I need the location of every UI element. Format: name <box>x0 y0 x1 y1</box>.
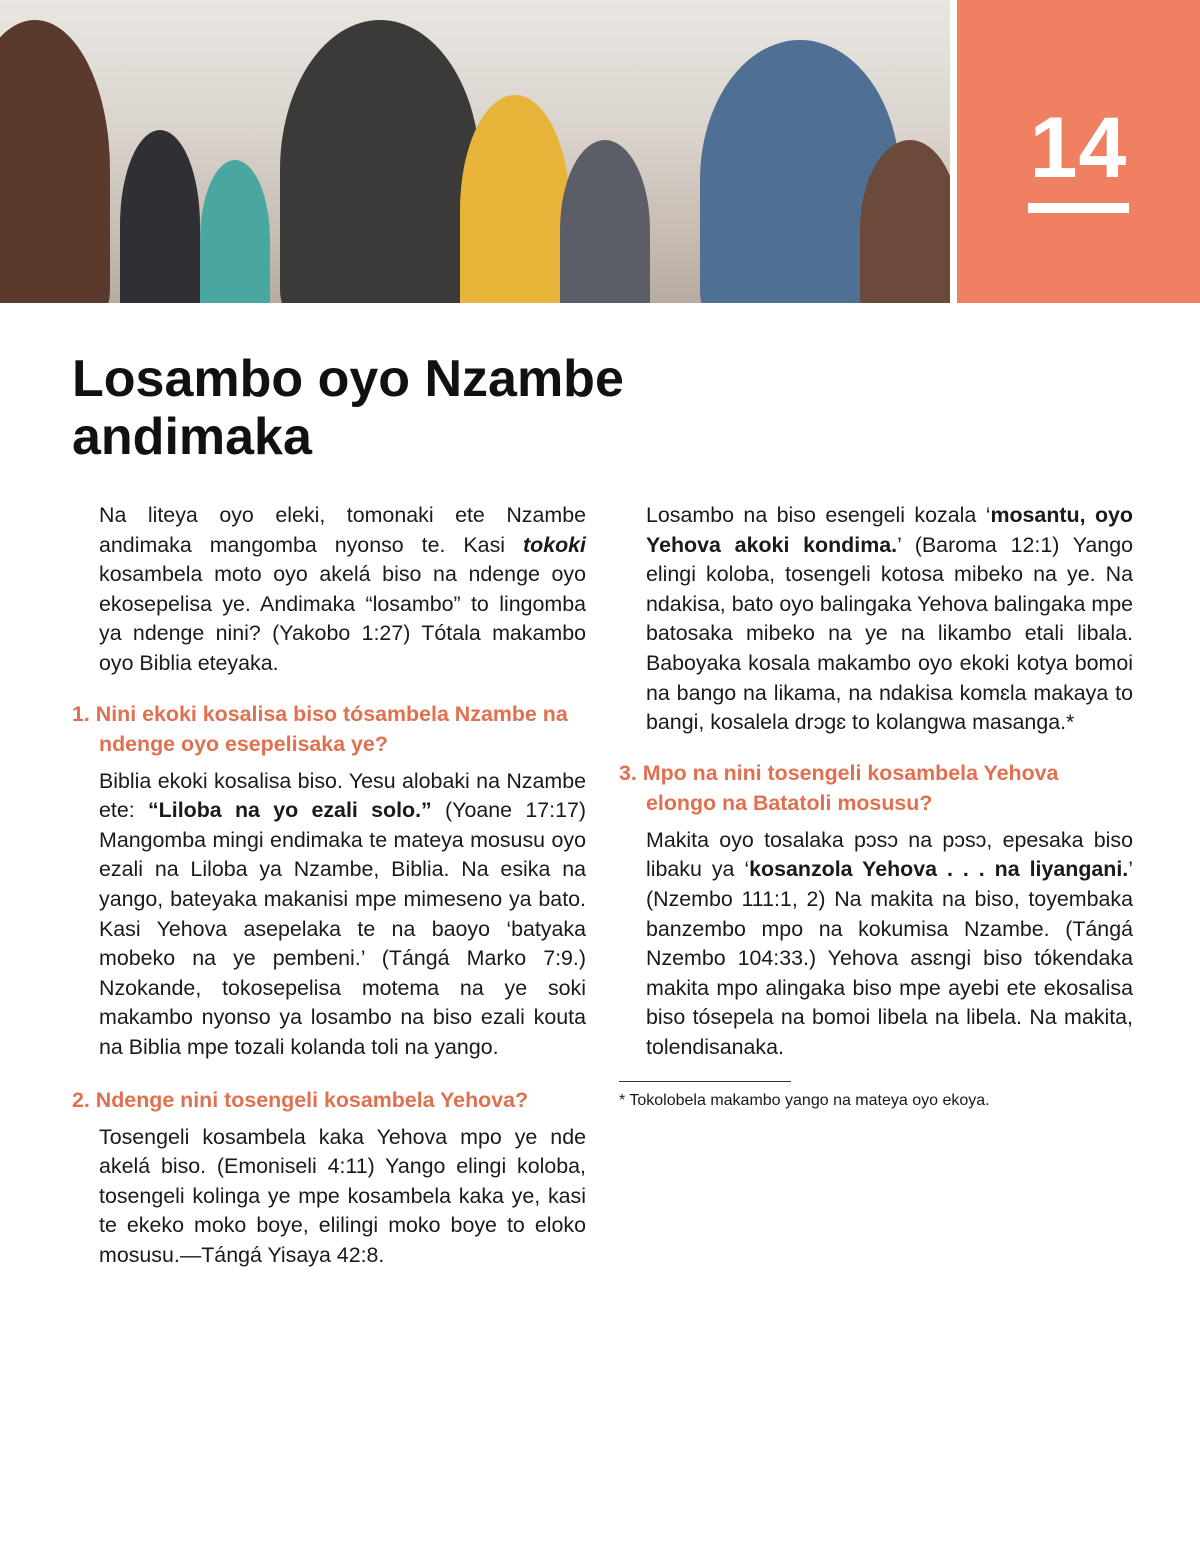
header-photo-congregation-singing <box>0 0 950 303</box>
answer-2-paragraph <box>99 1123 586 1271</box>
text-run: Biblia ekoki kosalisa biso. Yesu alobaki na Nzambe ete: <box>99 768 586 823</box>
text-run: ’ (Baroma 12:1) Yango elingi koloba, tosengeli kotosa mibeko na ye. Na ndakisa, bato oyo balingaka Yehova balingaka mpe batosaka mibeko na ye na likambo etali libala. Baboyaka kosala makambo oyo ekoki kotya bomoi na bango na likama, na ndakisa komɛla makaya to bangi, kosalela drɔgɛ to kolangwa masanga.* <box>646 532 1133 735</box>
text-run: (Yoane 17:17) Mangomba mingi endimaka te mateya mosusu oyo ezali na Liloba ya Nzambe, Biblia. Na esika na yango, bateyaka makanisi mpe mimeseno ya bato. Kasi Yehova asepelaka te na baoyo ‘batyaka mobeko na ye pembeni.’ (Tángá Marko 7:9.) Nzokande, tokosepelisa motema na ye soki makambo nyonso ya losambo na biso ezali kouta na Biblia mpe tozali kolanda toli na yango. <box>99 798 587 1059</box>
question-3-heading: 3. Mpo na nini tosengeli kosambela Yehova elongo na Batatoli mosusu? <box>619 760 1059 815</box>
answer-1-paragraph <box>99 767 586 1063</box>
page-title: Losambo oyo Nzambe andimaka <box>72 350 624 466</box>
emphasis-text: mosantu, oyo Yehova akoki kondima. <box>646 503 1133 557</box>
lesson-number-underline <box>1028 203 1129 213</box>
text-run: Makita oyo tosalaka pɔsɔ na pɔsɔ, epesaka biso libaku ya ‘ <box>646 827 1133 882</box>
text-run: Tosengeli kosambela kaka Yehova mpo ye nde akelá biso. (Emoniseli 4:11) Yango elingi koloba, tosengeli kolinga ye mpe kosambela kaka ye, kasi te ekeko moko boye, elilingi moko boye to eloko mosusu.—Tángá Yisaya 42:8. <box>99 1124 586 1267</box>
footnote-divider <box>619 1081 791 1082</box>
right-column <box>619 501 1133 1112</box>
answer-2-continued-paragraph <box>646 501 1133 738</box>
emphasis-text: tokoki <box>523 532 586 557</box>
question-2-heading: 2. Ndenge nini tosengeli kosambela Yehova? <box>72 1087 529 1112</box>
question-1-heading: 1. Nini ekoki kosalisa biso tósambela Nzambe na ndenge oyo esepelisaka ye? <box>72 701 568 756</box>
footnote: * Tokolobela makambo yango na mateya oyo ekoya. <box>619 1091 990 1109</box>
lesson-number-box <box>957 0 1200 303</box>
answer-3-paragraph <box>646 826 1133 1063</box>
text-run: kosambela moto oyo akelá biso na ndenge oyo ekosepelisa ye. Andimaka “losambo” to lingomba ya ndenge nini? (Yakobo 1:27) Tótala makambo oyo Biblia eteyaka. <box>99 562 586 675</box>
lesson-number: 14 <box>1029 100 1128 196</box>
emphasis-text: kosanzola Yehova . . . na liyangani. <box>749 857 1129 882</box>
text-run: Losambo na biso esengeli kozala ‘ <box>646 503 991 527</box>
left-column <box>72 501 586 1270</box>
text-run: Na liteya oyo eleki, tomonaki ete Nzambe andimaka mangomba nyonso te. Kasi <box>99 503 586 557</box>
intro-paragraph <box>99 501 586 679</box>
text-run: ’ (Nzembo 111:1, 2) Na makita na biso, toyembaka banzembo mpo na kokumisa Nzambe. (Tángá Nzembo 104:33.) Yehova asɛngi biso tókendaka makita mpo alingaka biso mpe ayebi ete ekosalisa biso tósepela na bomoi libela na libela. Na makita, tolendisanaka. <box>646 857 1133 1059</box>
emphasis-text: “Liloba na yo ezali solo.” <box>147 798 432 823</box>
